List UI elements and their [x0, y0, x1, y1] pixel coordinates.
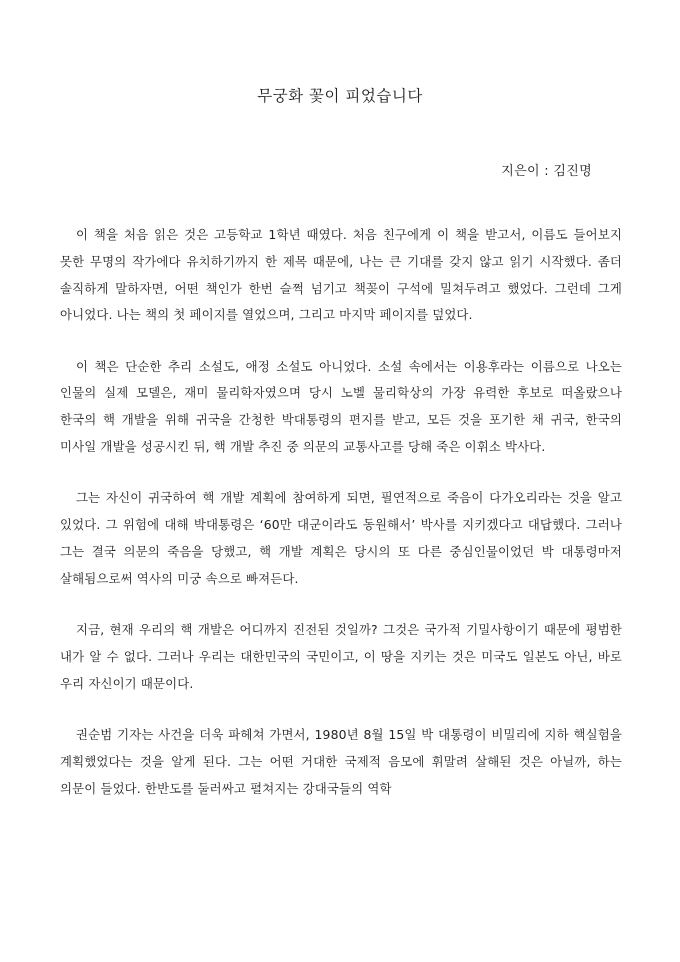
paragraph-1: 이 책을 처음 읽은 것은 고등학교 1학년 때였다. 처음 친구에게 이 책을 받고서, 이름도 들어보지 못한 무명의 작가에다 유치하기까지 한 제목 때문에, 나는 큰 기대를 갖지 않고 읽기 시작했다. 좀더 솔직하게 말하자면, 어떤 책인가 한번 슬쩍 넘기고 책꽂이 구석에 밀쳐두려고 했었다. 그런데 그게 아니었다. 나는 책의 첫 페이지를 열었으며, 그리고 마지막 페이지를 덮었다.	[60, 227, 622, 323]
paragraph-3: 그는 자신이 귀국하여 핵 개발 계획에 참여하게 되면, 필연적으로 죽음이 다가오리라는 것을 알고 있었다. 그 위험에 대해 박대통령은 ‘60만 대군이라도 동원해서’ 박사를 지키겠다고 대답했다. 그러나 그는 결국 의문의 죽음을 당했고, 핵 개발 계획은 당시의 또 다른 중심인물이었던 박 대통령마저 살해됨으로써 역사의 미궁 속으로 빠져든다.	[60, 490, 622, 586]
paragraph-4: 지금, 현재 우리의 핵 개발은 어디까지 진전된 것일까? 그것은 국가적 기밀사항이기 때문에 평범한 내가 알 수 없다. 그러나 우리는 대한민국의 국민이고, 이 땅을 지키는 것은 미국도 일본도 아닌, 바로 우리 자신이기 때문이다.	[60, 622, 622, 691]
paragraph-2: 이 책은 단순한 추리 소설도, 애정 소설도 아니었다. 소설 속에서는 이용후라는 이름으로 나오는 인물의 실제 모델은, 재미 물리학자였으며 당시 노벨 물리학상의 가장 유력한 후보로 떠올랐으나 한국의 핵 개발을 위해 귀국을 간청한 박대통령의 편지를 받고, 모든 것을 포기한 채 귀국, 한국의 미사일 개발을 성공시킨 뒤, 핵 개발 추진 중 의문의 교통사고를 당해 죽은 이휘소 박사다.	[60, 358, 622, 455]
author-line: 지은이 : 김진명	[501, 164, 592, 179]
paragraph-5: 권순범 기자는 사건을 더욱 파헤쳐 가면서, 1980년 8월 15일 박 대통령이 비밀리에 지하 핵실험을 계획했었다는 것을 알게 된다. 그는 어떤 거대한 국제적 음모에 휘말려 살해된 것은 아닐까, 하는 의문이 들었다. 한반도를 둘러싸고 펼쳐지는 강대국들의 역학	[60, 726, 622, 796]
document-body	[60, 222, 622, 827]
document-title: 무궁화 꽃이 피었습니다	[257, 87, 423, 105]
